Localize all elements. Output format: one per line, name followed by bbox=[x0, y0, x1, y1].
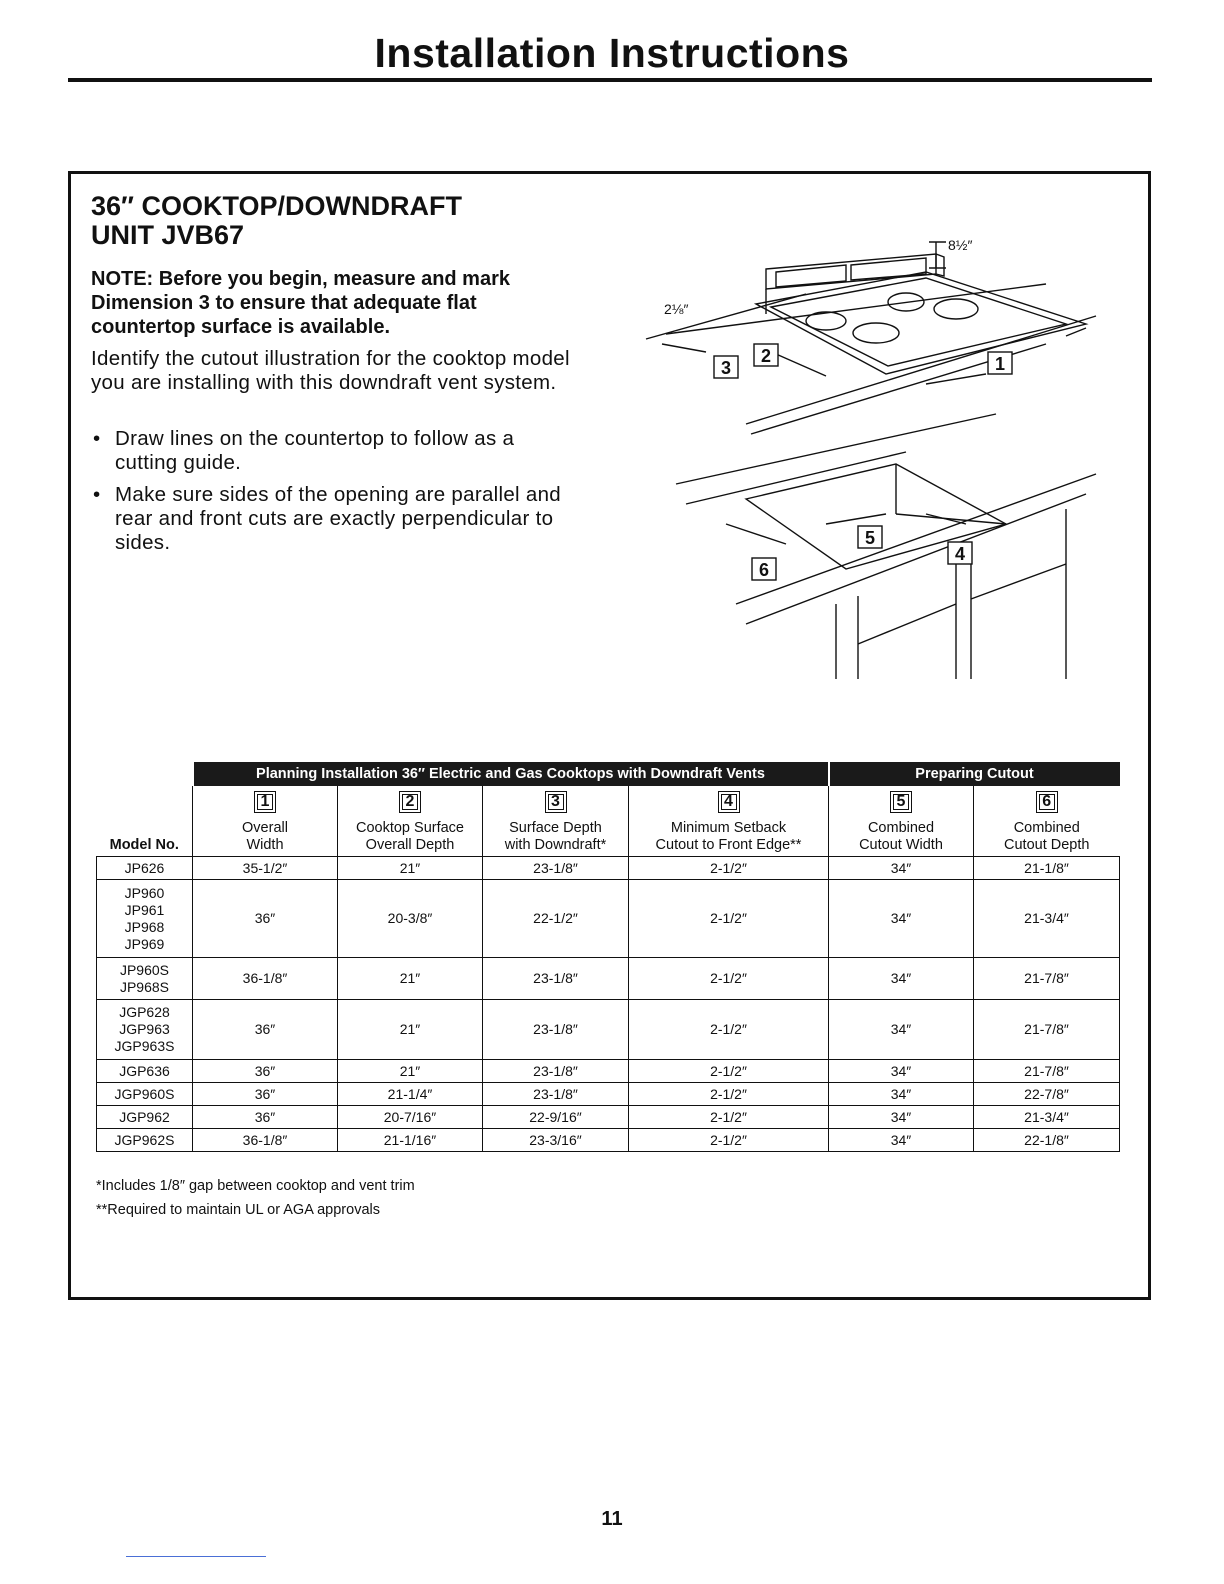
column-number: 3 bbox=[483, 786, 629, 818]
value-cell: 23-1/8″ bbox=[483, 1060, 629, 1083]
table-row bbox=[97, 958, 1120, 1000]
section-title bbox=[91, 192, 462, 250]
model-cell: JP960 JP961 JP968 JP969 bbox=[97, 880, 193, 958]
value-cell: 23-1/8″ bbox=[483, 1000, 629, 1060]
value-cell: 21-3/4″ bbox=[974, 880, 1120, 958]
value-cell: 36″ bbox=[193, 1106, 338, 1129]
bullet-text: Make sure sides of the opening are parallel and rear and front cuts are exactly perpendicular to sides. bbox=[115, 483, 562, 554]
model-cell: JGP960S bbox=[97, 1083, 193, 1106]
value-cell: 23-1/8″ bbox=[483, 1083, 629, 1106]
value-cell: 21-7/8″ bbox=[974, 1000, 1120, 1060]
value-cell: 36″ bbox=[193, 1083, 338, 1106]
column-number: 4 bbox=[629, 786, 829, 818]
value-cell: 34″ bbox=[829, 1083, 974, 1106]
table-row bbox=[97, 1000, 1120, 1060]
model-cell: JGP628 JGP963 JGP963S bbox=[97, 1000, 193, 1060]
value-cell: 34″ bbox=[829, 1106, 974, 1129]
table-row bbox=[97, 1083, 1120, 1106]
model-cell: JP626 bbox=[97, 857, 193, 880]
column-header: Cooktop Surface Overall Depth bbox=[338, 818, 483, 857]
value-cell: 34″ bbox=[829, 1129, 974, 1152]
svg-text:3: 3 bbox=[720, 358, 732, 378]
dimension-trim-label: 2⅛″ bbox=[664, 301, 689, 317]
value-cell: 20-7/16″ bbox=[338, 1106, 483, 1129]
value-cell: 2-1/2″ bbox=[629, 1106, 829, 1129]
model-cell: JGP962 bbox=[97, 1106, 193, 1129]
value-cell: 22-1/2″ bbox=[483, 880, 629, 958]
bullet-item bbox=[91, 483, 561, 555]
value-cell: 34″ bbox=[829, 1060, 974, 1083]
footnote-approvals: **Required to maintain UL or AGA approvals bbox=[96, 1202, 380, 1218]
value-cell: 2-1/2″ bbox=[629, 857, 829, 880]
cutout-band-header: Preparing Cutout bbox=[829, 762, 1120, 786]
column-header: Overall Width bbox=[193, 818, 338, 857]
table-corner bbox=[97, 762, 193, 786]
callout-5 bbox=[858, 526, 882, 548]
planning-band-header: Planning Installation 36″ Electric and Gas Cooktops with Downdraft Vents bbox=[193, 762, 829, 786]
value-cell: 2-1/2″ bbox=[629, 880, 829, 958]
callout-6 bbox=[752, 558, 776, 580]
dimension-height-label: 8½″ bbox=[948, 237, 973, 253]
value-cell: 21-1/8″ bbox=[974, 857, 1120, 880]
model-cell: JP960S JP968S bbox=[97, 958, 193, 1000]
value-cell: 22-9/16″ bbox=[483, 1106, 629, 1129]
value-cell: 34″ bbox=[829, 857, 974, 880]
page-number: 11 bbox=[601, 1508, 623, 1530]
bullet-icon: • bbox=[93, 427, 101, 450]
value-cell: 34″ bbox=[829, 880, 974, 958]
value-cell: 22-1/8″ bbox=[974, 1129, 1120, 1152]
svg-text:4: 4 bbox=[954, 544, 966, 564]
bullet-icon: • bbox=[93, 483, 101, 506]
value-cell: 2-1/2″ bbox=[629, 1129, 829, 1152]
table-corner bbox=[97, 786, 193, 818]
value-cell: 20-3/8″ bbox=[338, 880, 483, 958]
column-number: 5 bbox=[829, 786, 974, 818]
bullet-item bbox=[91, 427, 561, 475]
value-cell: 2-1/2″ bbox=[629, 1060, 829, 1083]
column-number: 2 bbox=[338, 786, 483, 818]
footnote-gap: *Includes 1/8″ gap between cooktop and vent trim bbox=[96, 1178, 415, 1194]
svg-text:1: 1 bbox=[994, 354, 1006, 374]
value-cell: 22-7/8″ bbox=[974, 1083, 1120, 1106]
column-header: Surface Depth with Downdraft* bbox=[483, 818, 629, 857]
table-row bbox=[97, 880, 1120, 958]
model-cell: JGP962S bbox=[97, 1129, 193, 1152]
value-cell: 21″ bbox=[338, 1000, 483, 1060]
table-row bbox=[97, 1106, 1120, 1129]
value-cell: 36″ bbox=[193, 1060, 338, 1083]
value-cell: 2-1/2″ bbox=[629, 958, 829, 1000]
value-cell: 21-3/4″ bbox=[974, 1106, 1120, 1129]
cutout-diagram bbox=[626, 224, 1106, 684]
table-row bbox=[97, 1129, 1120, 1152]
value-cell: 21-7/8″ bbox=[974, 1060, 1120, 1083]
callout-4 bbox=[948, 542, 972, 564]
callout-3 bbox=[714, 356, 738, 378]
svg-text:6: 6 bbox=[758, 560, 770, 580]
value-cell: 23-3/16″ bbox=[483, 1129, 629, 1152]
value-cell: 36″ bbox=[193, 880, 338, 958]
value-cell: 36-1/8″ bbox=[193, 1129, 338, 1152]
section-title-line1: 36″ COOKTOP/DOWNDRAFT bbox=[91, 191, 462, 221]
model-column-header: Model No. bbox=[109, 837, 179, 853]
table-row bbox=[97, 1060, 1120, 1083]
column-number: 6 bbox=[974, 786, 1120, 818]
column-header: Combined Cutout Depth bbox=[974, 818, 1120, 857]
instruction-panel bbox=[68, 171, 1151, 1300]
bullet-list bbox=[91, 427, 561, 563]
value-cell: 21-7/8″ bbox=[974, 958, 1120, 1000]
column-header: Combined Cutout Width bbox=[829, 818, 974, 857]
callout-1 bbox=[988, 352, 1012, 374]
title-rule bbox=[68, 78, 1152, 82]
value-cell: 23-1/8″ bbox=[483, 857, 629, 880]
callout-2 bbox=[754, 344, 778, 366]
note-text: NOTE: Before you begin, measure and mark Dimension 3 to ensure that adequate flat countertop surface is available. bbox=[91, 268, 510, 338]
page-title: Installation Instructions bbox=[374, 30, 850, 76]
intro-text: Identify the cutout illustration for the cooktop model you are installing with this downdraft vent system. bbox=[91, 347, 570, 394]
underline-mark bbox=[126, 1556, 266, 1557]
value-cell: 21″ bbox=[338, 958, 483, 1000]
value-cell: 36-1/8″ bbox=[193, 958, 338, 1000]
value-cell: 35-1/2″ bbox=[193, 857, 338, 880]
bullet-text: Draw lines on the countertop to follow as a cutting guide. bbox=[115, 427, 515, 474]
value-cell: 21″ bbox=[338, 1060, 483, 1083]
value-cell: 36″ bbox=[193, 1000, 338, 1060]
svg-text:2: 2 bbox=[760, 346, 772, 366]
column-header: Minimum Setback Cutout to Front Edge** bbox=[629, 818, 829, 857]
value-cell: 23-1/8″ bbox=[483, 958, 629, 1000]
column-number: 1 bbox=[193, 786, 338, 818]
value-cell: 21″ bbox=[338, 857, 483, 880]
value-cell: 34″ bbox=[829, 958, 974, 1000]
value-cell: 21-1/16″ bbox=[338, 1129, 483, 1152]
value-cell: 21-1/4″ bbox=[338, 1083, 483, 1106]
specifications-table bbox=[96, 762, 1120, 1152]
table-row bbox=[97, 857, 1120, 880]
value-cell: 2-1/2″ bbox=[629, 1000, 829, 1060]
svg-text:5: 5 bbox=[864, 528, 876, 548]
value-cell: 2-1/2″ bbox=[629, 1083, 829, 1106]
section-title-line2: UNIT JVB67 bbox=[91, 220, 245, 250]
model-cell: JGP636 bbox=[97, 1060, 193, 1083]
value-cell: 34″ bbox=[829, 1000, 974, 1060]
